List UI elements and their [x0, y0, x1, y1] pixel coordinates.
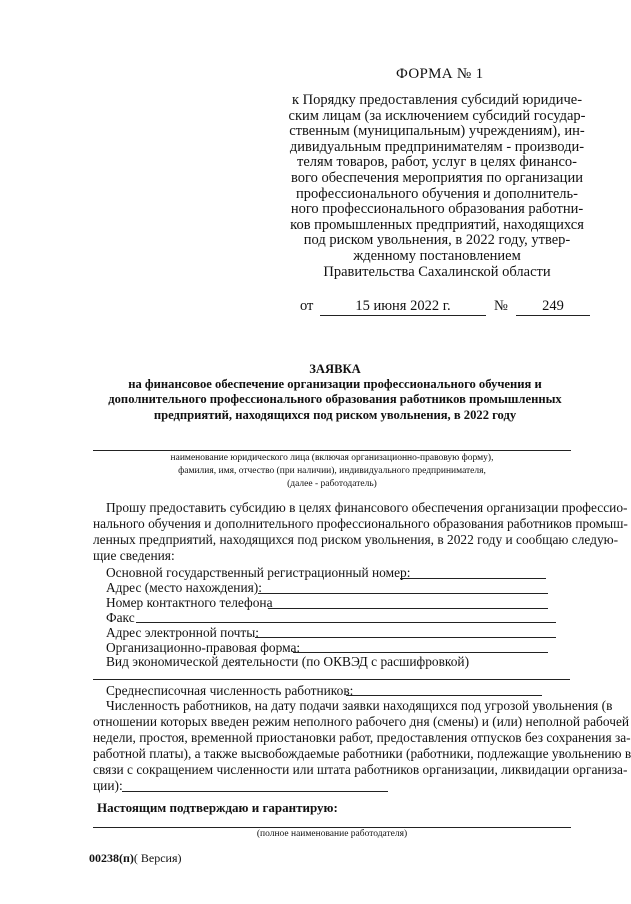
appendix-line: под риском увольнения, в 2022 году, утвер- [303, 232, 571, 249]
employer-full-name-hint: (полное наименование работодателя) [256, 829, 408, 839]
count-field[interactable] [122, 791, 388, 792]
appendix-line: ственным (муниципальным) учреждениям), ин- [289, 123, 585, 140]
appendix-line: Правительства Сахалинской области [323, 263, 551, 280]
phone-label: Номер контактного телефона [106, 595, 273, 610]
count-line: ции): [93, 778, 123, 793]
doc-code: 00238(п) [89, 851, 134, 865]
count-line: работной платы), а также высвобождаемые работники (работники, подлежащие увольнению в [93, 746, 631, 761]
count-line: связи с сокращением численности или штата работников организации, ликвидации организа- [93, 762, 628, 777]
address-field[interactable] [258, 593, 548, 594]
legal-form-field[interactable] [293, 652, 548, 653]
email-label: Адрес электронной почты: [106, 625, 259, 640]
ogrn-field[interactable] [400, 578, 546, 579]
from-label: от [300, 298, 314, 314]
count-line: Численность работников, на дату подачи заявки находящихся под угрозой увольнения (в [106, 698, 613, 713]
appendix-line: телям товаров, работ, услуг в целях финансо- [297, 154, 577, 171]
count-line: отношении которых введен режим неполного рабочего дня (смены) и (или) неполной рабочей [93, 714, 630, 729]
employer-hint-line: наименование юридического лица (включая организационно-правовую форму), [170, 453, 494, 463]
ogrn-label: Основной государственный регистрационный номер: [106, 565, 411, 580]
request-line: Прошу предоставить субсидию в целях финансового обеспечения организации профессио- [106, 500, 628, 515]
employer-hint-line: фамилия, имя, отчество (при наличии), индивидуального предпринимателя, [178, 466, 486, 476]
appendix-line: ков промышленных предприятий, находящихся [290, 216, 584, 233]
appendix-line: профессионального обучения и дополнитель- [296, 185, 578, 202]
request-line: нального обучения и дополнительного профессионального образования работников промыш- [93, 516, 628, 531]
okved-field[interactable] [93, 679, 570, 680]
appendix-line: к Порядку предоставления субсидий юридиче- [291, 92, 583, 108]
date-underline [320, 315, 486, 316]
footer [89, 851, 182, 866]
number-underline [516, 315, 590, 316]
application-title-block [80, 362, 590, 423]
headcount-field[interactable] [346, 695, 542, 696]
count-line: недели, простоя, временной приостановки работ, предоставления отпусков без сохранения за- [93, 730, 631, 745]
number-label: № [494, 298, 508, 314]
appendix-line: ским лицам (за исключением субсидий государ- [288, 107, 586, 124]
okved-label: Вид экономической деятельности (по ОКВЭД с расшифровкой) [106, 654, 470, 669]
appendix-line: жденному постановлением [353, 247, 521, 264]
address-label: Адрес (место нахождения): [106, 580, 262, 595]
application-subtitle-line: предприятий, находящихся под риском увольнения, в 2022 году [153, 407, 517, 422]
appendix-line: ного профессионального образования работни- [290, 201, 584, 218]
employer-name-line [93, 450, 571, 451]
application-title: ЗАЯВКА [309, 362, 361, 376]
legal-form-label: Организационно-правовая форма: [106, 640, 301, 655]
form-title: ФОРМА № 1 [396, 66, 484, 82]
fax-label: Факс [106, 610, 135, 625]
doc-version: ( Версия) [133, 851, 182, 865]
application-subtitle-line: дополнительного профессионального образования работников промышленных [108, 392, 562, 407]
confirm-label: Настоящим подтверждаю и гарантирую: [97, 800, 338, 815]
appendix-line: дивидуальным предпринимателям - производи- [289, 138, 585, 155]
employer-hint-line: (далее - работодатель) [287, 479, 377, 489]
appendix-line: вого обеспечения мероприятия по организации [291, 169, 583, 186]
headcount-label: Среднесписочная численность работников: [106, 683, 354, 698]
phone-field[interactable] [268, 608, 548, 609]
resolution-number: 249 [542, 298, 564, 314]
resolution-date: 15 июня 2022 г. [355, 298, 451, 314]
request-line: ленных предприятий, находящихся под риском увольнения, в 2022 году и сообщаю следую- [93, 532, 619, 547]
application-subtitle-line: на финансовое обеспечение организации профессионального обучения и [128, 377, 542, 392]
request-line: щие сведения: [93, 548, 175, 563]
employer-name-hint [93, 452, 571, 491]
appendix-reference [282, 93, 592, 280]
fax-field[interactable] [136, 622, 556, 623]
email-field[interactable] [255, 637, 556, 638]
